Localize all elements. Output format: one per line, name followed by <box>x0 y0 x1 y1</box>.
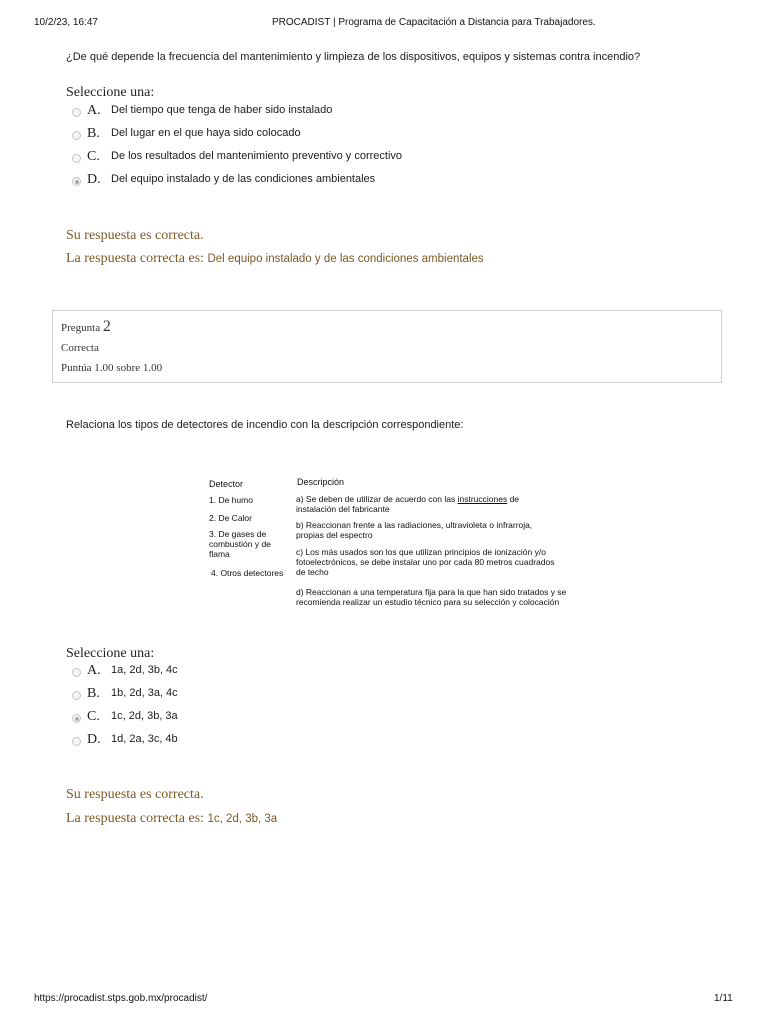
instrucciones-link: instrucciones <box>457 494 508 504</box>
q1-correct-answer: Del equipo instalado y de las condiciones ambientales <box>207 253 484 265</box>
q2-option-letter: D. <box>87 732 101 747</box>
question-status: Correcta <box>61 342 99 354</box>
q2-feedback: Su respuesta es correcta. <box>66 787 204 802</box>
q2-option-text: 1a, 2d, 3b, 4c <box>111 664 178 676</box>
q1-select-label: Seleccione una: <box>66 85 155 100</box>
question-number: 2 <box>102 318 111 335</box>
q1-feedback: Su respuesta es correcta. <box>66 228 204 243</box>
print-page-title: PROCADIST | Programa de Capacitación a Distancia para Trabajadores. <box>272 17 596 28</box>
detector-3: 3. De gases de combustión y de flama <box>209 529 271 559</box>
q1-option-b[interactable] <box>72 126 301 146</box>
question-2-text: Relaciona los tipos de detectores de incendio con la descripción correspondiente: <box>66 419 464 431</box>
q1-option-text: Del tiempo que tenga de haber sido instalado <box>111 104 333 116</box>
print-datetime: 10/2/23, 16:47 <box>34 17 98 28</box>
description-a-pre: a) Se deben de utilizar de acuerdo con las <box>296 494 458 504</box>
description-b: b) Reaccionan frente a las radiaciones, ultravioleta o infrarroja, propias del espectro <box>296 520 533 540</box>
question-2-info-box <box>52 310 722 383</box>
q1-option-letter: D. <box>87 172 101 187</box>
q2-option-a[interactable] <box>72 663 178 683</box>
q2-select-label: Seleccione una: <box>66 646 155 661</box>
q2-option-letter: C. <box>87 709 100 724</box>
table-header-detector: Detector <box>209 479 244 489</box>
q2-option-b[interactable] <box>72 686 178 706</box>
print-page-number: 1/11 <box>714 993 733 1004</box>
q2-correct-label: La respuesta correcta es: <box>66 811 204 826</box>
q2-option-letter: B. <box>87 686 100 701</box>
q2-correct-answer: 1c, 2d, 3b, 3a <box>207 813 278 825</box>
detector-2: 2. De Calor <box>209 513 252 523</box>
q1-option-letter: A. <box>87 103 101 118</box>
q1-option-d[interactable] <box>72 172 375 192</box>
q1-option-text: Del equipo instalado y de las condiciones ambientales <box>111 173 376 185</box>
q2-radio-c-selected[interactable] <box>72 714 81 723</box>
description-c: c) Los más usados son los que utilizan principios de ionización y/o fotoelectrónicos, se debe instalar uno por cada 80 metros cuadrados de techo <box>296 547 555 577</box>
q1-radio-a[interactable] <box>72 108 81 117</box>
detector-4: 4. Otros detectores <box>211 568 284 578</box>
detector-1: 1. De humo <box>209 495 253 505</box>
q1-radio-c[interactable] <box>72 154 81 163</box>
q2-option-c[interactable] <box>72 709 178 729</box>
question-1-text: ¿De qué depende la frecuencia del mantenimiento y limpieza de los dispositivos, equipos y sistemas contra incendio? <box>66 51 641 63</box>
description-a <box>296 494 546 514</box>
table-header-descripcion: Descripción <box>297 477 345 487</box>
pregunta-label: Pregunta <box>61 322 101 334</box>
q1-correct-answer-line <box>66 251 484 267</box>
description-d: d) Reaccionan a una temperatura fija para la que han sido tratados y se recomienda realizar un estudio técnico para su selección y colocación <box>296 587 567 607</box>
q2-option-text: 1d, 2a, 3c, 4b <box>111 733 178 745</box>
print-footer-url: https://procadist.stps.gob.mx/procadist/ <box>34 993 208 1004</box>
q1-option-text: Del lugar en el que haya sido colocado <box>111 127 301 139</box>
q2-radio-a[interactable] <box>72 668 81 677</box>
q2-radio-b[interactable] <box>72 691 81 700</box>
q2-radio-d[interactable] <box>72 737 81 746</box>
q1-radio-d-selected[interactable] <box>72 177 81 186</box>
q2-option-letter: A. <box>87 663 101 678</box>
q1-radio-b[interactable] <box>72 131 81 140</box>
q1-option-text: De los resultados del mantenimiento preventivo y correctivo <box>111 150 403 162</box>
description-a-post: de instalación del fabricante <box>296 494 520 514</box>
q1-option-letter: B. <box>87 126 100 141</box>
q2-option-text: 1b, 2d, 3a, 4c <box>111 687 178 699</box>
question-score: Puntúa 1.00 sobre 1.00 <box>61 362 163 374</box>
q1-correct-label: La respuesta correcta es: <box>66 251 204 266</box>
q1-option-a[interactable] <box>72 103 332 123</box>
q2-option-d[interactable] <box>72 732 178 752</box>
q2-option-text: 1c, 2d, 3b, 3a <box>111 710 178 722</box>
q1-option-letter: C. <box>87 149 100 164</box>
question-number-line <box>61 318 111 336</box>
q2-correct-answer-line <box>66 811 277 827</box>
q1-option-c[interactable] <box>72 149 402 169</box>
